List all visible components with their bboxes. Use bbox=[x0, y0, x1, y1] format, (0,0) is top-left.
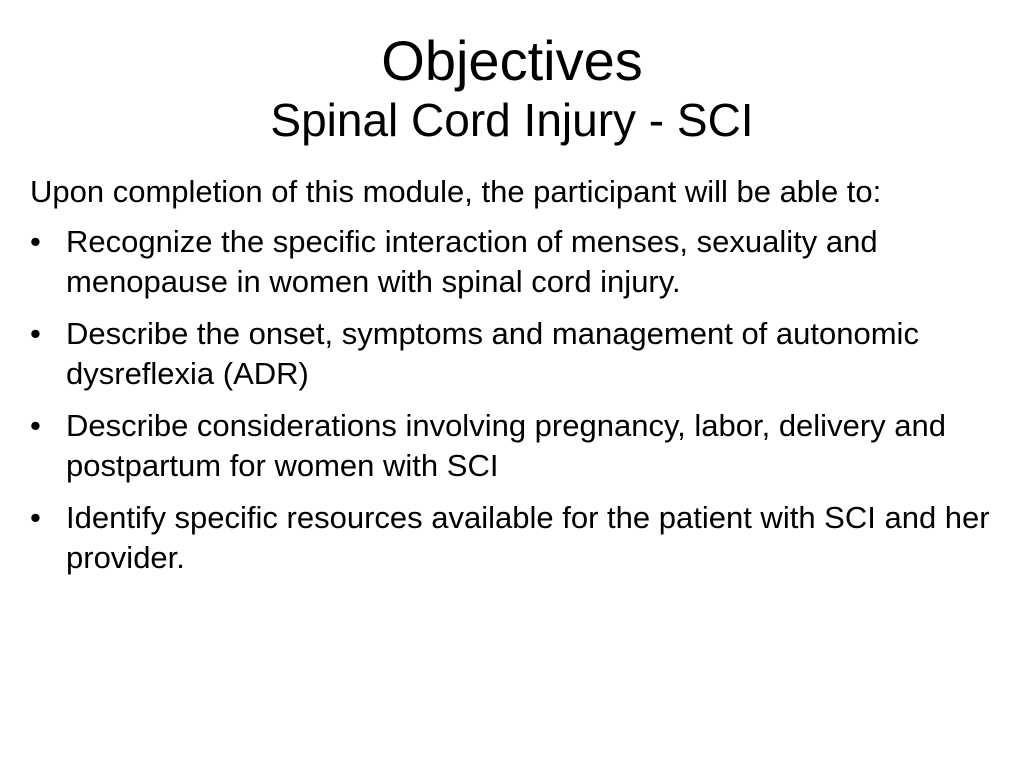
intro-text: Upon completion of this module, the participant will be able to: bbox=[30, 174, 882, 209]
objective-text: Describe the onset, symptoms and management of autonomic dysreflexia (ADR) bbox=[66, 316, 919, 391]
bullet-icon: • bbox=[30, 408, 41, 443]
objective-item bbox=[30, 498, 1000, 578]
objective-text: Recognize the specific interaction of menses, sexuality and menopause in women with spinal cord injury. bbox=[66, 224, 878, 299]
objective-item bbox=[30, 314, 1000, 394]
slide-title: Objectives bbox=[381, 29, 643, 92]
objectives-list bbox=[30, 222, 1000, 578]
slide-body bbox=[30, 172, 1000, 590]
objective-text: Describe considerations involving pregnancy, labor, delivery and postpartum for women with SCI bbox=[66, 408, 946, 483]
slide-subtitle: Spinal Cord Injury - SCI bbox=[270, 94, 754, 146]
bullet-icon: • bbox=[30, 500, 41, 535]
objective-item bbox=[30, 222, 1000, 302]
bullet-icon: • bbox=[30, 224, 41, 259]
title-block bbox=[0, 28, 1024, 146]
objective-text: Identify specific resources available for the patient with SCI and her provider. bbox=[66, 500, 990, 575]
bullet-icon: • bbox=[30, 316, 41, 351]
objective-item bbox=[30, 406, 1000, 486]
